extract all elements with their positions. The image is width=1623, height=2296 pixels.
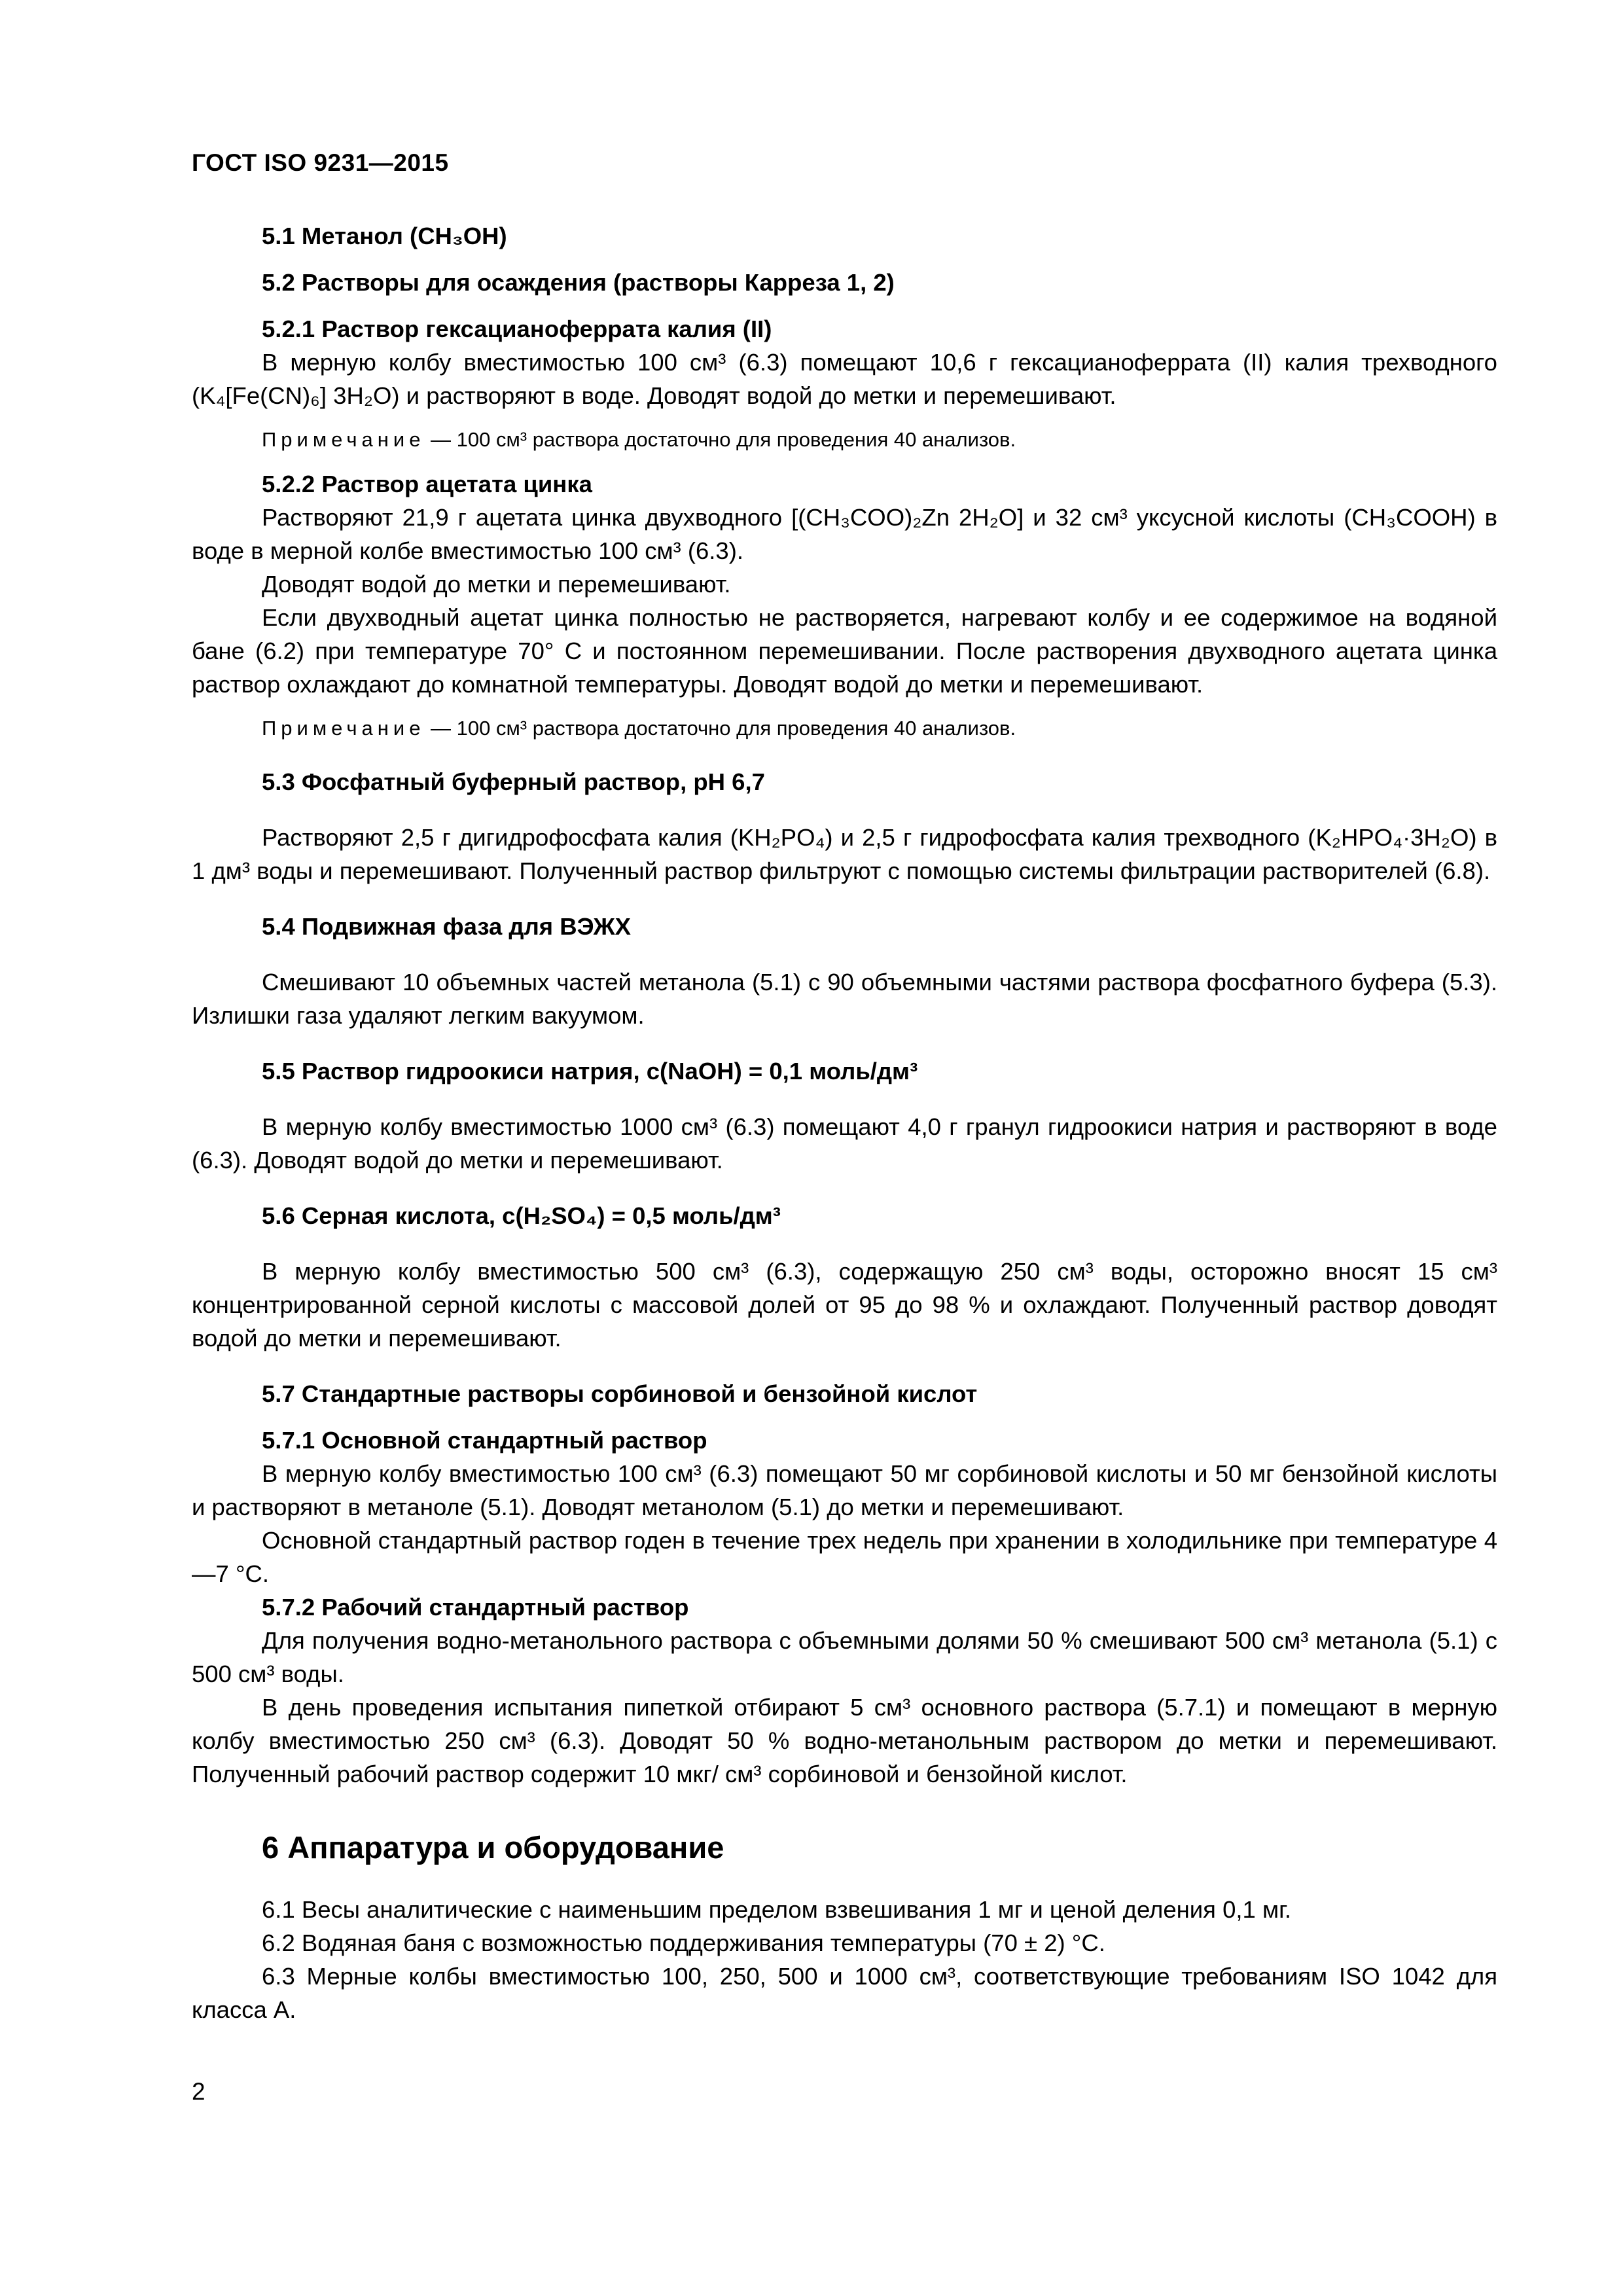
section-5-1-title: 5.1 Метанол (CH₃OH) <box>262 223 507 249</box>
section-6-item-3: 6.3 Мерные колбы вместимостью 100, 250, 500 и 1000 см³, соответствующие требованиям ISO 1042 для класса А. <box>192 1963 1497 2023</box>
section-5-3-text: Растворяют 2,5 г дигидрофосфата калия (KH₂PO₄) и 2,5 г гидрофосфата калия трехводного (K₂HPO₄·3H₂O) в 1 дм³ воды и перемешивают. Полученный раствор фильтруют с помощью системы фильтрации растворителей (6.8). <box>192 824 1497 884</box>
section-5-4-text: Смешивают 10 объемных частей метанола (5.1) с 90 объемными частями раствора фосфатного буфера (5.3). Излишки газа удаляют легким вакуумом. <box>192 969 1497 1029</box>
section-5-6-text: В мерную колбу вместимостью 500 см³ (6.3), содержащую 250 см³ воды, осторожно вносят 15 см³ концентрированной серной кислоты с массовой долей от 95 до 98 % и охлаждают. Полученный раствор доводят водой до метки и перемешивают. <box>192 1258 1497 1352</box>
section-6-item-1: 6.1 Весы аналитические с наименьшим пределом взвешивания 1 мг и ценой деления 0,1 мг. <box>262 1896 1292 1923</box>
document-body <box>192 219 1497 2026</box>
section-5-2-2-title: 5.2.2 Раствор ацетата цинка <box>262 471 592 497</box>
note-label: Примечание <box>262 717 425 740</box>
note-5-2-1 <box>262 425 1497 454</box>
note-5-2-2 <box>262 714 1497 743</box>
section-6-item-2: 6.2 Водяная баня с возможностью поддерживания температуры (70 ± 2) °С. <box>262 1929 1105 1956</box>
section-6-title: 6 Аппаратура и оборудование <box>262 1830 724 1865</box>
section-5-7-1-title: 5.7.1 Основной стандартный раствор <box>262 1427 707 1454</box>
section-5-2-1-text: В мерную колбу вместимостью 100 см³ (6.3) помещают 10,6 г гексацианоферрата (II) калия трехводного (K₄[Fe(CN)₆] 3H₂O) и растворяют в воде. Доводят водой до метки и перемешивают. <box>192 349 1497 409</box>
note-label: Примечание <box>262 428 425 451</box>
section-5-4-title: 5.4 Подвижная фаза для ВЭЖХ <box>262 913 631 940</box>
section-5-7-title: 5.7 Стандартные растворы сорбиновой и бензойной кислот <box>262 1380 978 1407</box>
section-5-5-title: 5.5 Раствор гидроокиси натрия, c(NaOH) = 0,1 моль/дм³ <box>262 1058 918 1085</box>
section-5-6-title: 5.6 Серная кислота, c(H₂SO₄) = 0,5 моль/дм³ <box>262 1202 781 1229</box>
section-5-3-title: 5.3 Фосфатный буферный раствор, pH 6,7 <box>262 768 765 795</box>
note-text: — 100 см³ раствора достаточно для проведения 40 анализов. <box>425 428 1016 451</box>
section-5-7-1-text-2: Основной стандартный раствор годен в течение трех недель при хранении в холодильнике при температуре 4—7 °С. <box>192 1527 1497 1587</box>
section-5-7-2-text-1: Для получения водно-метанольного раствора с объемными долями 50 % смешивают 500 см³ метанола (5.1) с 500 см³ воды. <box>192 1627 1497 1687</box>
section-5-7-1-text-1: В мерную колбу вместимостью 100 см³ (6.3) помещают 50 мг сорбиновой кислоты и 50 мг бензойной кислоты и растворяют в метаноле (5.1). Доводят метанолом (5.1) до метки и перемешивают. <box>192 1460 1497 1520</box>
section-5-2-title: 5.2 Растворы для осаждения (растворы Карреза 1, 2) <box>262 269 895 296</box>
page-number: 2 <box>192 2078 205 2105</box>
section-5-2-1-title: 5.2.1 Раствор гексацианоферрата калия (II) <box>262 315 772 342</box>
section-5-7-2-text-2: В день проведения испытания пипеткой отбирают 5 см³ основного раствора (5.7.1) и помещают в мерную колбу вместимостью 250 см³ (6.3). Доводят 50 % водно-метанольным раствором до метки и перемешивают. Полученный рабочий раствор содержит 10 мкг/ см³ сорбиновой и бензойной кислот. <box>192 1694 1497 1787</box>
section-5-5-text: В мерную колбу вместимостью 1000 см³ (6.3) помещают 4,0 г гранул гидроокиси натрия и растворяют в воде (6.3). Доводят водой до метки и перемешивают. <box>192 1113 1497 1174</box>
note-text: — 100 см³ раствора достаточно для проведения 40 анализов. <box>425 717 1016 740</box>
section-5-7-2-title: 5.7.2 Рабочий стандартный раствор <box>262 1594 689 1621</box>
document-code-header: ГОСТ ISO 9231—2015 <box>192 149 449 176</box>
section-5-2-2-text-1: Растворяют 21,9 г ацетата цинка двухводного [(CH₃COO)₂Zn 2H₂O] и 32 см³ уксусной кислоты (CH₃COOH) в воде в мерной колбе вместимостью 100 см³ (6.3). <box>192 504 1497 564</box>
section-5-2-2-text-2: Доводят водой до метки и перемешивают. <box>262 571 731 598</box>
section-5-2-2-text-3: Если двухводный ацетат цинка полностью не растворяется, нагревают колбу и ее содержимое на водяной бане (6.2) при температуре 70° С и постоянном перемешивании. После растворения двухводного ацетата цинка раствор охлаждают до комнатной температуры. Доводят водой до метки и перемешивают. <box>192 604 1497 698</box>
